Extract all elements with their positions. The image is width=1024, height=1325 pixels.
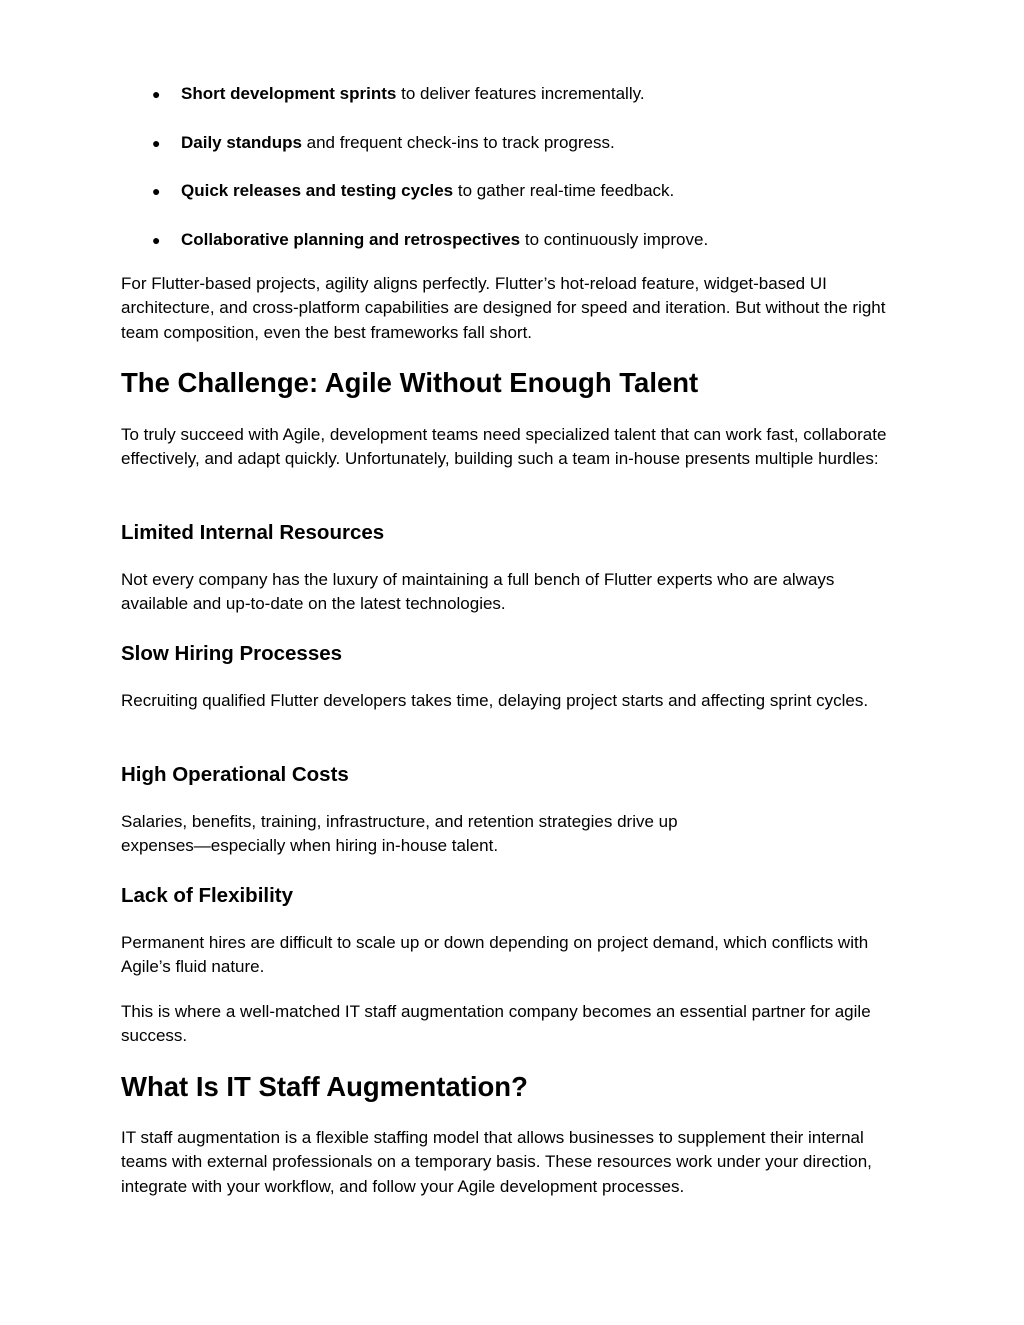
list-item-bold: Daily standups xyxy=(181,132,302,152)
list-item-text: to gather real-time feedback. xyxy=(453,181,675,201)
augmentation-heading: What Is IT Staff Augmentation? xyxy=(121,1071,528,1102)
flexibility-paragraph: Permanent hires are difficult to scale up or down depending on project demand, which conflicts with Agile’s fluid nature. xyxy=(121,933,869,977)
list-item xyxy=(121,228,901,252)
flexibility-heading: Lack of Flexibility xyxy=(121,884,294,907)
slow-hiring-heading: Slow Hiring Processes xyxy=(121,642,343,665)
challenge-heading: The Challenge: Agile Without Enough Talent xyxy=(121,367,699,398)
list-item-bold: Collaborative planning and retrospectives xyxy=(181,229,521,249)
operational-costs-heading: High Operational Costs xyxy=(121,763,349,786)
bullet-icon: ● xyxy=(152,134,161,151)
list-item-text: and frequent check-ins to track progress. xyxy=(301,132,615,152)
list-item-bold: Quick releases and testing cycles xyxy=(181,181,454,201)
list-item xyxy=(121,82,901,106)
operational-costs-line-1: Salaries, benefits, training, infrastructure, and retention strategies drive up xyxy=(121,812,678,831)
augmentation-paragraph: IT staff augmentation is a flexible staffing model that allows businesses to supplement their internal teams with external professionals on a temporary basis. These resources work under your direction, integrate with your workflow, and follow your Agile development processes. xyxy=(121,1128,872,1196)
operational-costs-paragraph xyxy=(121,810,901,859)
bullet-icon: ● xyxy=(152,183,161,200)
bullet-icon: ● xyxy=(152,231,161,248)
limited-resources-paragraph: Not every company has the luxury of maintaining a full bench of Flutter experts who are always available and up-to-date on the latest technologies. xyxy=(121,570,835,614)
closing-paragraph: This is where a well-matched IT staff augmentation company becomes an essential partner for agile success. xyxy=(121,1002,871,1046)
list-item xyxy=(121,131,901,155)
challenge-intro-paragraph: To truly succeed with Agile, development teams need specialized talent that can work fast, collaborate effectively, and adapt quickly. Unfortunately, building such a team in-house presents multiple hurdles: xyxy=(121,425,887,469)
list-item-text: to continuously improve. xyxy=(520,229,709,249)
operational-costs-line-2: expenses—especially when hiring in-house talent. xyxy=(121,836,499,856)
bullet-icon: ● xyxy=(152,86,161,102)
agile-practices-list xyxy=(121,82,901,276)
limited-resources-heading: Limited Internal Resources xyxy=(121,521,385,544)
slow-hiring-paragraph: Recruiting qualified Flutter developers takes time, delaying project starts and affecting sprint cycles. xyxy=(121,691,869,710)
list-item-bold: Short development sprints xyxy=(181,84,397,103)
flutter-agility-paragraph: For Flutter-based projects, agility aligns perfectly. Flutter’s hot-reload feature, widget-based UI architecture, and cross-platform capabilities are designed for speed and iteration. But without the right team composition, even the best frameworks fall short. xyxy=(121,274,886,342)
list-item xyxy=(121,179,901,203)
list-item-text: to deliver features incrementally. xyxy=(396,84,645,103)
